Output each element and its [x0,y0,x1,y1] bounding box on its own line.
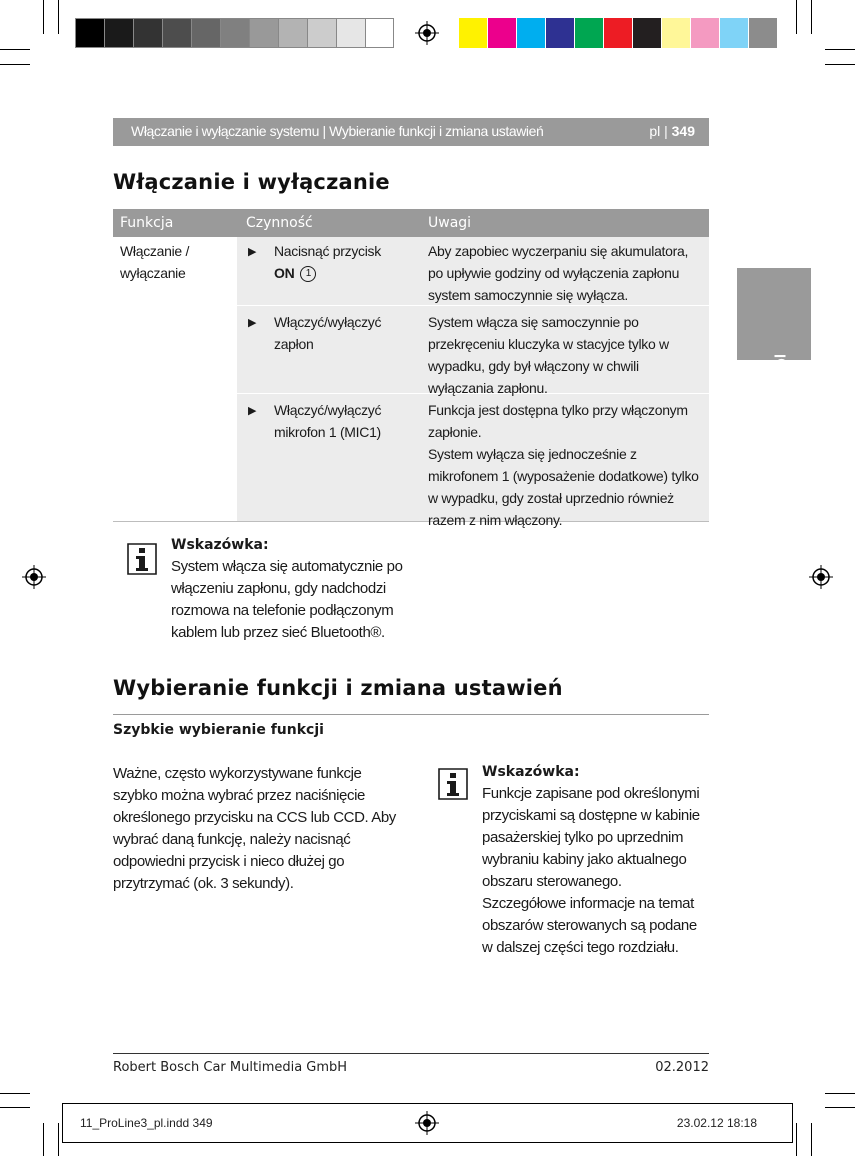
note-title: Wskazówka: [482,764,580,780]
color-swatch [162,18,191,48]
color-swatch [517,18,546,48]
color-swatch [488,18,517,48]
subtitle-rule [113,714,709,715]
color-swatch [459,18,488,48]
section-title: Włączanie i wyłączanie [113,170,390,194]
subsection-title: Szybkie wybieranie funkcji [113,722,324,738]
table-row-note: System włącza się samoczynnie po przekręceniu kluczyka w stacyjce tylko w wypadku, gdy był włączony w chwili wyłączania zapłonu. [428,314,669,396]
action-text: Nacisnąć przycisk [274,243,381,259]
footer-rule [113,1053,709,1054]
color-swatch [278,18,307,48]
registration-mark-icon [415,21,439,45]
body-paragraph: Ważne, często wykorzystywane funkcje szybko można wybrać przez naciśnięcie określonego przycisku na CCS lub CCD. Aby wybrać daną funkcję, należy nacisnąć odpowiedni przycisk i nieco dłużej go przytrzymać (ok. 3 sekundy). [113,765,396,892]
color-swatch [546,18,575,48]
arrow-right-icon: ▶ [248,246,257,258]
table-row-action: Włączyć/wyłączyć zapłon [274,314,382,352]
color-swatch [633,18,662,48]
color-swatch [691,18,720,48]
slug-timestamp: 23.02.12 18:18 [676,1116,757,1130]
column-header-function: Funkcja [120,215,174,231]
table-row-note [428,399,703,531]
registration-mark-icon [809,565,833,589]
info-icon [438,768,468,800]
color-swatch [133,18,162,48]
color-swatch [749,18,778,48]
arrow-right-icon: ▶ [248,405,257,417]
column-header-action: Czynność [246,215,313,231]
page-number: 349 [671,123,695,139]
function-cell: Włączanie / wyłączanie [120,243,190,281]
language-tab [737,268,811,368]
color-swatch [191,18,220,48]
note-box [171,537,406,644]
running-header [113,118,709,146]
footer-date: 02.2012 [655,1060,709,1075]
section-title: Wybieranie funkcji i zmiana ustawień [113,676,563,700]
arrow-right-icon: ▶ [248,317,257,329]
header-page-number [649,123,695,139]
color-bar [459,18,778,48]
color-swatch [104,18,133,48]
key-label: ON [274,265,295,281]
header-breadcrumb: Włączanie i wyłączanie systemu | Wybieranie funkcji i zmiana ustawień [131,123,544,139]
language-tab-label: pl [772,354,789,368]
note-title: Wskazówka: [171,537,269,553]
slug-file: 11_ProLine3_pl.indd 349 [80,1116,213,1130]
color-swatch [662,18,691,48]
info-icon [127,543,157,575]
note-text: System włącza się automatycznie po włączeniu zapłonu, gdy nadchodzi rozmowa na telefonie podłączonym kablem lub przez sieć Bluetooth®. [171,558,403,641]
color-swatch [604,18,633,48]
color-swatch [336,18,365,48]
color-swatch [575,18,604,48]
registration-mark-icon [22,565,46,589]
color-swatch [75,18,104,48]
color-swatch [365,18,394,48]
note-line: System wyłącza się jednocześnie z mikrofonem 1 (wyposażenie dodatkowe) tylko w wypadku, gdy został uprzednio również razem z nim włączony. [428,446,699,528]
registration-mark-icon [415,1111,439,1135]
header-lang: pl | [649,123,672,139]
table-row-action [274,240,414,284]
key-reference-number: 1 [300,266,316,282]
footer-publisher: Robert Bosch Car Multimedia GmbH [113,1060,348,1075]
color-swatch [720,18,749,48]
table-header [113,209,709,237]
note-line: Funkcja jest dostępna tylko przy włączonym zapłonie. [428,402,688,440]
note-text: Funkcje zapisane pod określonymi przyciskami są dostępne w kabinie pasażerskiej tylko po uprzednim wybraniu kabiny jako aktualnego obszaru sterowanego. Szczegółowe informacje na temat obszarów sterowanych są podane w dalszej części tego rozdziału. [482,785,700,956]
color-swatch [220,18,249,48]
action-key [274,262,414,284]
note-box [482,764,707,959]
table-row-action: Włączyć/wyłączyć mikrofon 1 (MIC1) [274,402,382,440]
table-row-note: Aby zapobiec wyczerpaniu się akumulatora, po upływie godziny od wyłączenia zapłonu system samoczynnie się wyłącza. [428,243,689,303]
color-swatch [249,18,278,48]
grayscale-bar [75,18,394,48]
column-header-notes: Uwagi [428,215,472,231]
color-swatch [307,18,336,48]
